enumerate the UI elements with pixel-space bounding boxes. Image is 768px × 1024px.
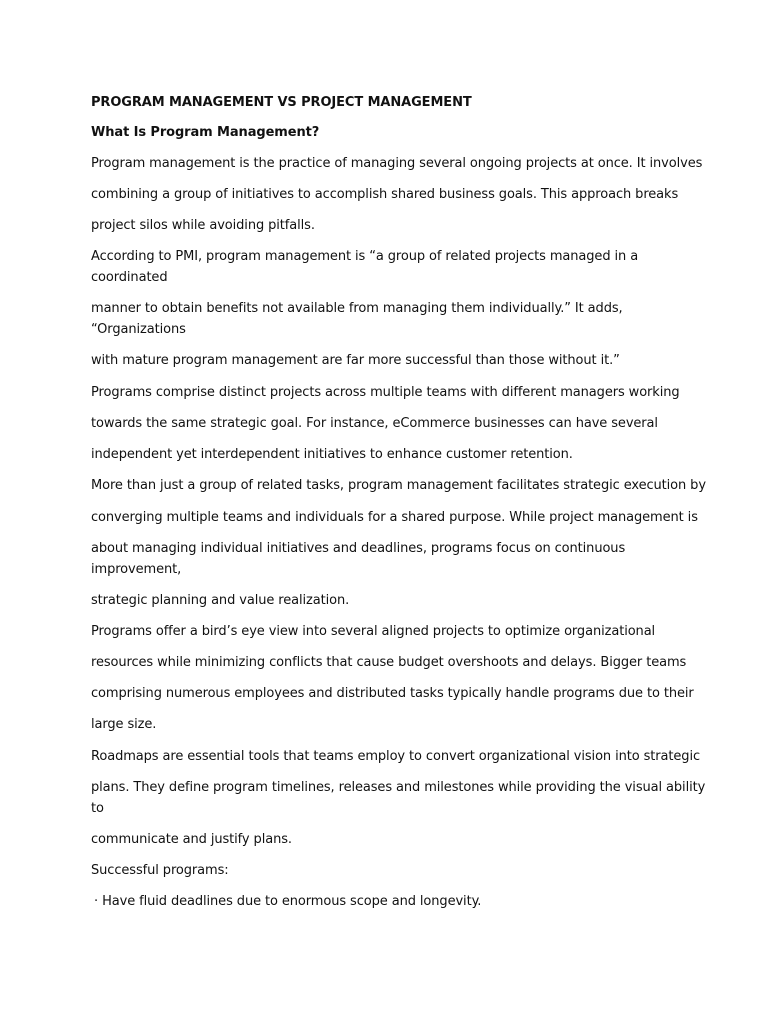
document-title: PROGRAM MANAGEMENT VS PROJECT MANAGEMENT [91, 95, 472, 110]
body-line: According to PMI, program management is “a group of related projects managed in a [91, 249, 639, 264]
body-line: coordinated [91, 270, 168, 285]
body-line: manner to obtain benefits not available from managing them individually.” It adds, [91, 301, 623, 316]
body-line: More than just a group of related tasks, program management facilitates strategic execution by [91, 478, 706, 493]
body-line: project silos while avoiding pitfalls. [91, 218, 315, 233]
body-line: comprising numerous employees and distributed tasks typically handle programs due to their [91, 686, 694, 701]
body-line: plans. They define program timelines, releases and milestones while providing the visual ability [91, 780, 706, 795]
body-line: combining a group of initiatives to accomplish shared business goals. This approach breaks [91, 187, 679, 202]
bullet-item: · Have fluid deadlines due to enormous scope and longevity. [94, 894, 482, 909]
body-line: independent yet interdependent initiatives to enhance customer retention. [91, 447, 573, 462]
body-line: strategic planning and value realization. [91, 593, 350, 608]
body-line: towards the same strategic goal. For instance, eCommerce businesses can have several [91, 416, 658, 431]
body-line: Programs offer a bird’s eye view into several aligned projects to optimize organizational [91, 624, 656, 639]
body-line: Programs comprise distinct projects across multiple teams with different managers working [91, 385, 680, 400]
body-line: resources while minimizing conflicts that cause budget overshoots and delays. Bigger teams [91, 655, 687, 670]
body-line: Roadmaps are essential tools that teams employ to convert organizational vision into strategic [91, 749, 701, 764]
body-line: Program management is the practice of managing several ongoing projects at once. It involves [91, 156, 703, 171]
section-heading: What Is Program Management? [91, 125, 320, 140]
body-line: communicate and justify plans. [91, 832, 292, 847]
body-line: with mature program management are far more successful than those without it.” [91, 353, 620, 368]
body-line: converging multiple teams and individuals for a shared purpose. While project management is [91, 510, 698, 525]
body-line: improvement, [91, 562, 182, 577]
body-line: Successful programs: [91, 863, 229, 878]
body-line: about managing individual initiatives and deadlines, programs focus on continuous [91, 541, 626, 556]
body-line: large size. [91, 717, 157, 732]
body-line: “Organizations [91, 322, 186, 337]
body-line: to [91, 801, 104, 816]
